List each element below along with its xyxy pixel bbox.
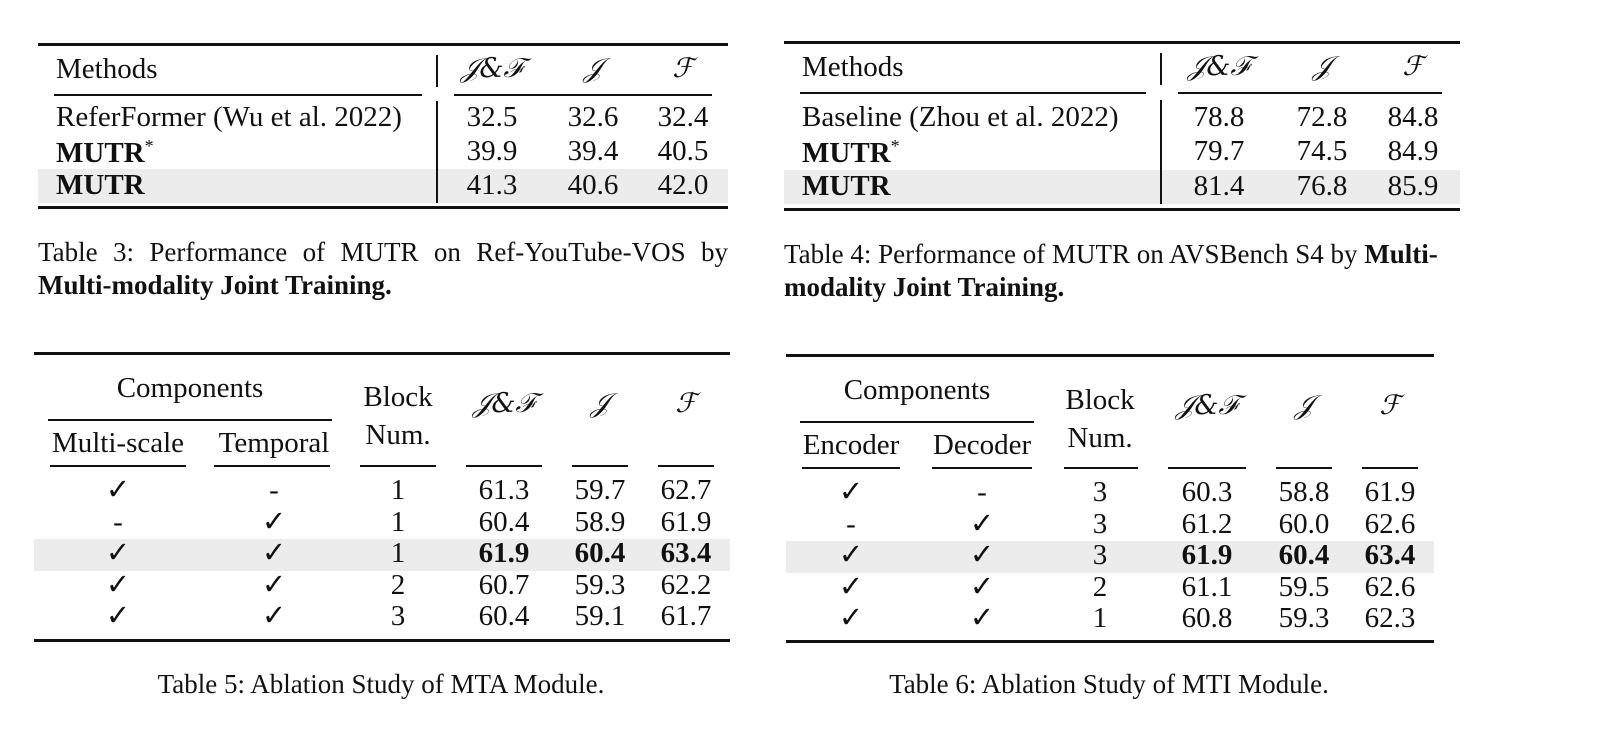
col-rule (50, 465, 186, 467)
component-b-cell: ✓ (969, 507, 995, 540)
components-header: Components (843, 374, 991, 406)
header-jf: 𝒥&ℱ (460, 53, 524, 84)
block-num-cell: 3 (1092, 539, 1108, 571)
component-a-cell: ✓ (105, 600, 131, 632)
methods-rule (800, 92, 1146, 94)
jf-cell: 61.2 (1181, 507, 1233, 540)
header-f: ℱ (1402, 51, 1424, 82)
col-rule (802, 467, 900, 469)
bottom-rule (784, 208, 1460, 211)
component-b-cell: ✓ (261, 537, 287, 569)
component-b-cell: - (269, 474, 279, 506)
bottom-rule (786, 640, 1434, 643)
j-cell: 39.4 (567, 135, 619, 167)
col-rule (1064, 467, 1138, 469)
j-cell: 60.0 (1278, 507, 1330, 540)
block-num-cell: 3 (1092, 507, 1108, 540)
block-num-cell: 1 (390, 474, 406, 506)
block-num-cell: 1 (390, 505, 406, 538)
method-cell: Baseline (Zhou et al. 2022) (802, 101, 1119, 133)
f-cell: 63.4 (660, 537, 712, 569)
col-rule (572, 465, 628, 467)
block-num-cell: 1 (390, 537, 406, 569)
table-6-caption: Table 6: Ablation Study of MTI Module. (889, 669, 1329, 699)
top-rule (34, 352, 730, 355)
col-rule (1168, 467, 1246, 469)
component-a-cell: - (846, 507, 856, 540)
f-cell: 62.2 (660, 568, 712, 601)
header-methods: Methods (56, 53, 158, 85)
j-cell: 60.4 (574, 537, 626, 569)
col-rule (360, 465, 436, 467)
top-rule (784, 41, 1460, 44)
method-cell: MUTR (56, 169, 145, 201)
method-cell: MUTR (802, 170, 891, 202)
f-cell: 61.9 (1364, 476, 1416, 508)
col-rule (466, 465, 542, 467)
block-num-cell: 3 (390, 600, 406, 632)
component-a-cell: ✓ (105, 568, 131, 601)
method-cell: ReferFormer (Wu et al. 2022) (56, 101, 402, 133)
components-header: Components (116, 372, 264, 404)
f-cell: 42.0 (657, 169, 709, 201)
j-cell: 76.8 (1296, 170, 1348, 202)
header-j: 𝒥 (1294, 390, 1314, 421)
header-block: Block (1065, 384, 1135, 416)
jf-cell: 78.8 (1193, 101, 1245, 133)
components-rule (800, 421, 1034, 423)
jf-cell: 61.9 (1181, 539, 1233, 571)
component-b-cell: ✓ (969, 539, 995, 571)
f-cell: 62.3 (1364, 602, 1416, 634)
star-marker: * (890, 136, 900, 156)
f-cell: 84.9 (1387, 135, 1439, 167)
jf-cell: 60.4 (478, 505, 530, 538)
component-a-cell: ✓ (838, 539, 864, 571)
component-a-cell: ✓ (838, 476, 864, 508)
component-b-cell: ✓ (261, 600, 287, 632)
f-cell: 63.4 (1364, 539, 1416, 571)
component-a-cell: - (113, 505, 123, 538)
header-divider (436, 55, 438, 87)
jf-cell: 41.3 (466, 169, 518, 201)
top-rule (38, 43, 728, 46)
f-cell: 61.9 (660, 505, 712, 538)
j-cell: 60.4 (1278, 539, 1330, 571)
bottom-rule (38, 206, 728, 209)
header-temporal: Temporal (218, 427, 330, 459)
col-rule (214, 465, 330, 467)
header-f: ℱ (1379, 390, 1401, 421)
f-cell: 62.6 (1364, 507, 1416, 540)
body-divider (1160, 100, 1162, 204)
f-cell: 32.4 (657, 101, 709, 133)
table-4-caption: Table 4: Performance of MUTR on AVSBench S4 by Multi- modality Joint Training. (784, 239, 1438, 302)
f-cell: 62.6 (1364, 570, 1416, 603)
jf-cell: 60.3 (1181, 476, 1233, 508)
f-cell: 62.7 (660, 474, 712, 506)
highlight-row (34, 539, 730, 571)
header-num: Num. (1067, 422, 1133, 454)
jf-cell: 61.1 (1181, 570, 1233, 603)
component-b-cell: ✓ (261, 568, 287, 601)
j-cell: 58.9 (574, 505, 626, 538)
j-cell: 59.5 (1278, 570, 1330, 603)
component-a-cell: ✓ (838, 570, 864, 603)
method-cell: MUTR* (802, 136, 900, 169)
header-jf: 𝒥&ℱ (472, 388, 536, 419)
header-decoder: Decoder (932, 429, 1032, 461)
component-b-cell: ✓ (261, 505, 287, 538)
col-rule (932, 467, 1032, 469)
table-3-caption: Table 3: Performance of MUTR on Ref-YouTube-VOS by Multi-modality Joint Training. (38, 237, 728, 300)
block-num-cell: 1 (1092, 602, 1108, 634)
jf-cell: 39.9 (466, 135, 518, 167)
components-rule (48, 419, 332, 421)
header-multi-scale: Multi-scale (51, 427, 185, 459)
header-f: ℱ (672, 53, 694, 84)
component-b-cell: ✓ (969, 602, 995, 634)
f-cell: 61.7 (660, 600, 712, 632)
header-j: 𝒥 (590, 388, 610, 419)
jf-cell: 81.4 (1193, 170, 1245, 202)
jf-cell: 32.5 (466, 101, 518, 133)
f-cell: 40.5 (657, 135, 709, 167)
metrics-rule (454, 94, 712, 96)
component-a-cell: ✓ (838, 602, 864, 634)
top-rule (786, 354, 1434, 357)
header-j: 𝒥 (583, 53, 603, 84)
j-cell: 74.5 (1296, 135, 1348, 167)
f-cell: 84.8 (1387, 101, 1439, 133)
block-num-cell: 3 (1092, 476, 1108, 508)
j-cell: 32.6 (567, 101, 619, 133)
component-a-cell: ✓ (105, 474, 131, 506)
j-cell: 72.8 (1296, 101, 1348, 133)
jf-cell: 60.4 (478, 600, 530, 632)
highlight-row (786, 541, 1434, 573)
header-jf: 𝒥&ℱ (1187, 51, 1251, 82)
col-rule (1362, 467, 1418, 469)
component-a-cell: ✓ (105, 537, 131, 569)
header-encoder: Encoder (802, 429, 900, 461)
methods-rule (54, 94, 422, 96)
j-cell: 58.8 (1278, 476, 1330, 508)
header-divider (1160, 53, 1162, 85)
header-f: ℱ (675, 388, 697, 419)
col-rule (658, 465, 714, 467)
header-num: Num. (365, 419, 431, 451)
header-block: Block (363, 381, 433, 413)
j-cell: 59.3 (574, 568, 626, 601)
col-rule (1276, 467, 1332, 469)
block-num-cell: 2 (1092, 570, 1108, 603)
metrics-rule (1178, 92, 1442, 94)
header-jf: 𝒥&ℱ (1175, 390, 1239, 421)
j-cell: 40.6 (567, 169, 619, 201)
method-cell: MUTR* (56, 136, 154, 169)
jf-cell: 60.7 (478, 568, 530, 601)
header-methods: Methods (802, 51, 904, 83)
jf-cell: 61.3 (478, 474, 530, 506)
j-cell: 59.7 (574, 474, 626, 506)
star-marker: * (144, 136, 154, 156)
bottom-rule (34, 639, 730, 642)
body-divider (436, 101, 438, 203)
block-num-cell: 2 (390, 568, 406, 601)
jf-cell: 60.8 (1181, 602, 1233, 634)
table-5-caption: Table 5: Ablation Study of MTA Module. (157, 669, 605, 699)
jf-cell: 61.9 (478, 537, 530, 569)
header-j: 𝒥 (1312, 51, 1332, 82)
jf-cell: 79.7 (1193, 135, 1245, 167)
j-cell: 59.1 (574, 600, 626, 632)
component-b-cell: ✓ (969, 570, 995, 603)
j-cell: 59.3 (1278, 602, 1330, 634)
f-cell: 85.9 (1387, 170, 1439, 202)
component-b-cell: - (977, 476, 987, 508)
